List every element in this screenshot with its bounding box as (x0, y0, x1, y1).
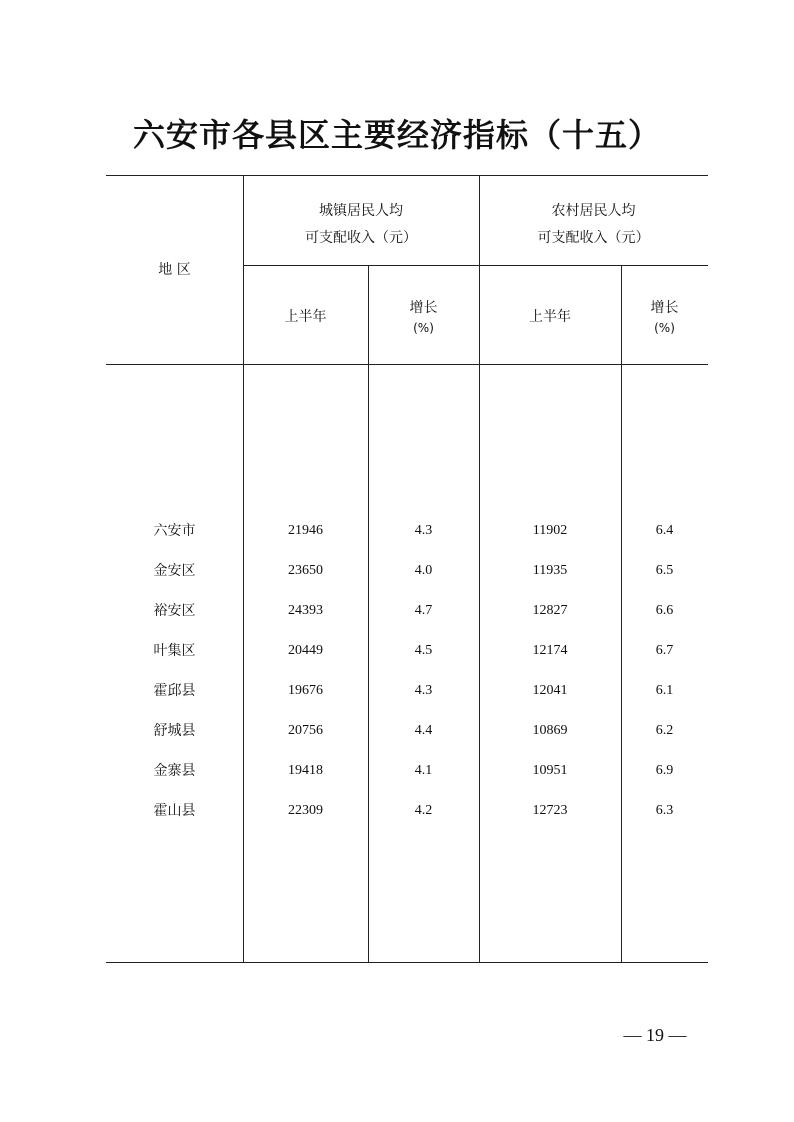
rural-growth: 6.9 (655, 763, 674, 778)
urban-growth: 4.2 (414, 803, 433, 818)
region-name: 霍邱县 (153, 683, 196, 699)
header-mid-rule (243, 265, 708, 266)
rural-growth: 6.3 (655, 803, 674, 818)
urban-income: 24393 (288, 603, 323, 618)
urban-income: 20449 (288, 643, 323, 658)
urban-income: 20756 (288, 723, 323, 738)
header-rural-growth-unit: (%) (654, 321, 675, 335)
header-urban-half-year: 上半年 (284, 309, 327, 325)
rural-income: 11935 (532, 563, 568, 578)
header-rural-income-line2: 可支配收入（元） (537, 230, 650, 246)
rural-income: 10869 (532, 723, 568, 738)
urban-income: 19676 (288, 683, 323, 698)
header-rural-income-line1: 农村居民人均 (551, 203, 636, 219)
rural-growth: 6.2 (655, 723, 674, 738)
header-urban-growth-unit: (%) (413, 321, 434, 335)
region-name: 六安市 (153, 523, 196, 539)
rural-income: 12827 (532, 603, 568, 618)
urban-growth: 4.0 (414, 563, 433, 578)
rural-income: 10951 (532, 763, 568, 778)
page-number: — 19 — (623, 1025, 687, 1045)
rural-growth: 6.1 (655, 683, 674, 698)
urban-income: 22309 (288, 803, 323, 818)
header-bottom-rule (106, 364, 708, 365)
header-rural-half-year: 上半年 (529, 309, 571, 325)
urban-income: 23650 (288, 563, 323, 578)
rural-growth: 6.5 (655, 563, 674, 578)
table-bottom-rule (106, 962, 708, 963)
urban-growth: 4.3 (414, 683, 433, 698)
urban-growth: 4.5 (414, 643, 433, 658)
region-name: 裕安区 (153, 603, 196, 619)
region-name: 舒城县 (153, 723, 196, 739)
header-urban-growth: 增长 (409, 300, 438, 316)
region-name: 霍山县 (153, 803, 196, 819)
rural-growth: 6.7 (655, 643, 674, 658)
page-title: 六安市各县区主要经济指标（十五） (132, 116, 661, 154)
urban-growth: 4.3 (414, 523, 433, 538)
region-name: 金寨县 (153, 763, 196, 779)
header-urban-income-line2: 可支配收入（元） (305, 230, 417, 246)
urban-growth: 4.7 (414, 603, 433, 618)
table-top-rule (106, 175, 708, 176)
urban-growth: 4.4 (414, 723, 433, 738)
rural-growth: 6.4 (655, 523, 674, 538)
urban-income: 21946 (288, 523, 323, 538)
header-region: 地 区 (158, 262, 191, 278)
header-urban-income-line1: 城镇居民人均 (319, 203, 403, 219)
rural-income: 12723 (532, 803, 568, 818)
header-rural-growth: 增长 (650, 300, 679, 316)
region-name: 金安区 (153, 563, 196, 579)
urban-growth: 4.1 (414, 763, 433, 778)
region-name: 叶集区 (153, 643, 196, 659)
rural-income: 12041 (532, 683, 568, 698)
rural-income: 12174 (532, 643, 568, 658)
rural-income: 11902 (532, 523, 568, 538)
urban-income: 19418 (288, 763, 323, 778)
rural-growth: 6.6 (655, 603, 674, 618)
